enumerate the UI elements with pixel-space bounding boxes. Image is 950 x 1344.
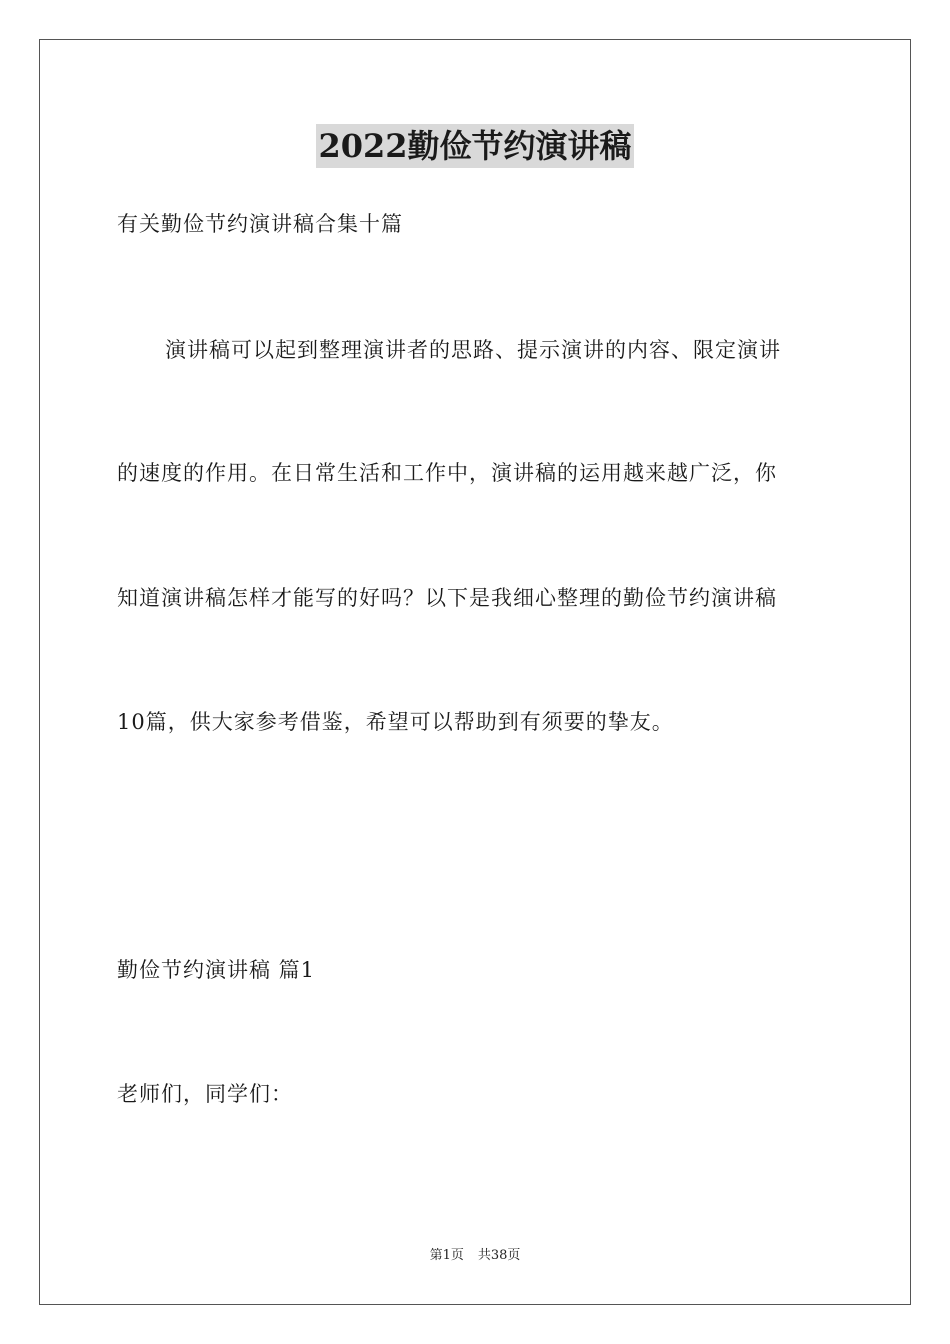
intro-line-1: 演讲稿可以起到整理演讲者的思路、提示演讲的内容、限定演讲 <box>165 338 781 362</box>
document-subtitle: 有关勤俭节约演讲稿合集十篇 <box>117 212 403 236</box>
page-footer <box>0 1247 950 1265</box>
title-container <box>0 124 950 168</box>
section-heading: 勤俭节约演讲稿 篇1 <box>117 958 316 982</box>
salutation: 老师们，同学们： <box>117 1082 293 1106</box>
document-title: 2022勤俭节约演讲稿 <box>316 124 633 168</box>
page-number: 第1页 <box>429 1248 464 1263</box>
total-pages: 共38页 <box>477 1248 521 1263</box>
intro-line-4: 10篇，供大家参考借鉴，希望可以帮助到有须要的挚友。 <box>117 710 674 734</box>
intro-line-3: 知道演讲稿怎样才能写的好吗？以下是我细心整理的勤俭节约演讲稿 <box>117 586 777 610</box>
intro-line-2: 的速度的作用。在日常生活和工作中，演讲稿的运用越来越广泛，你 <box>117 461 777 485</box>
